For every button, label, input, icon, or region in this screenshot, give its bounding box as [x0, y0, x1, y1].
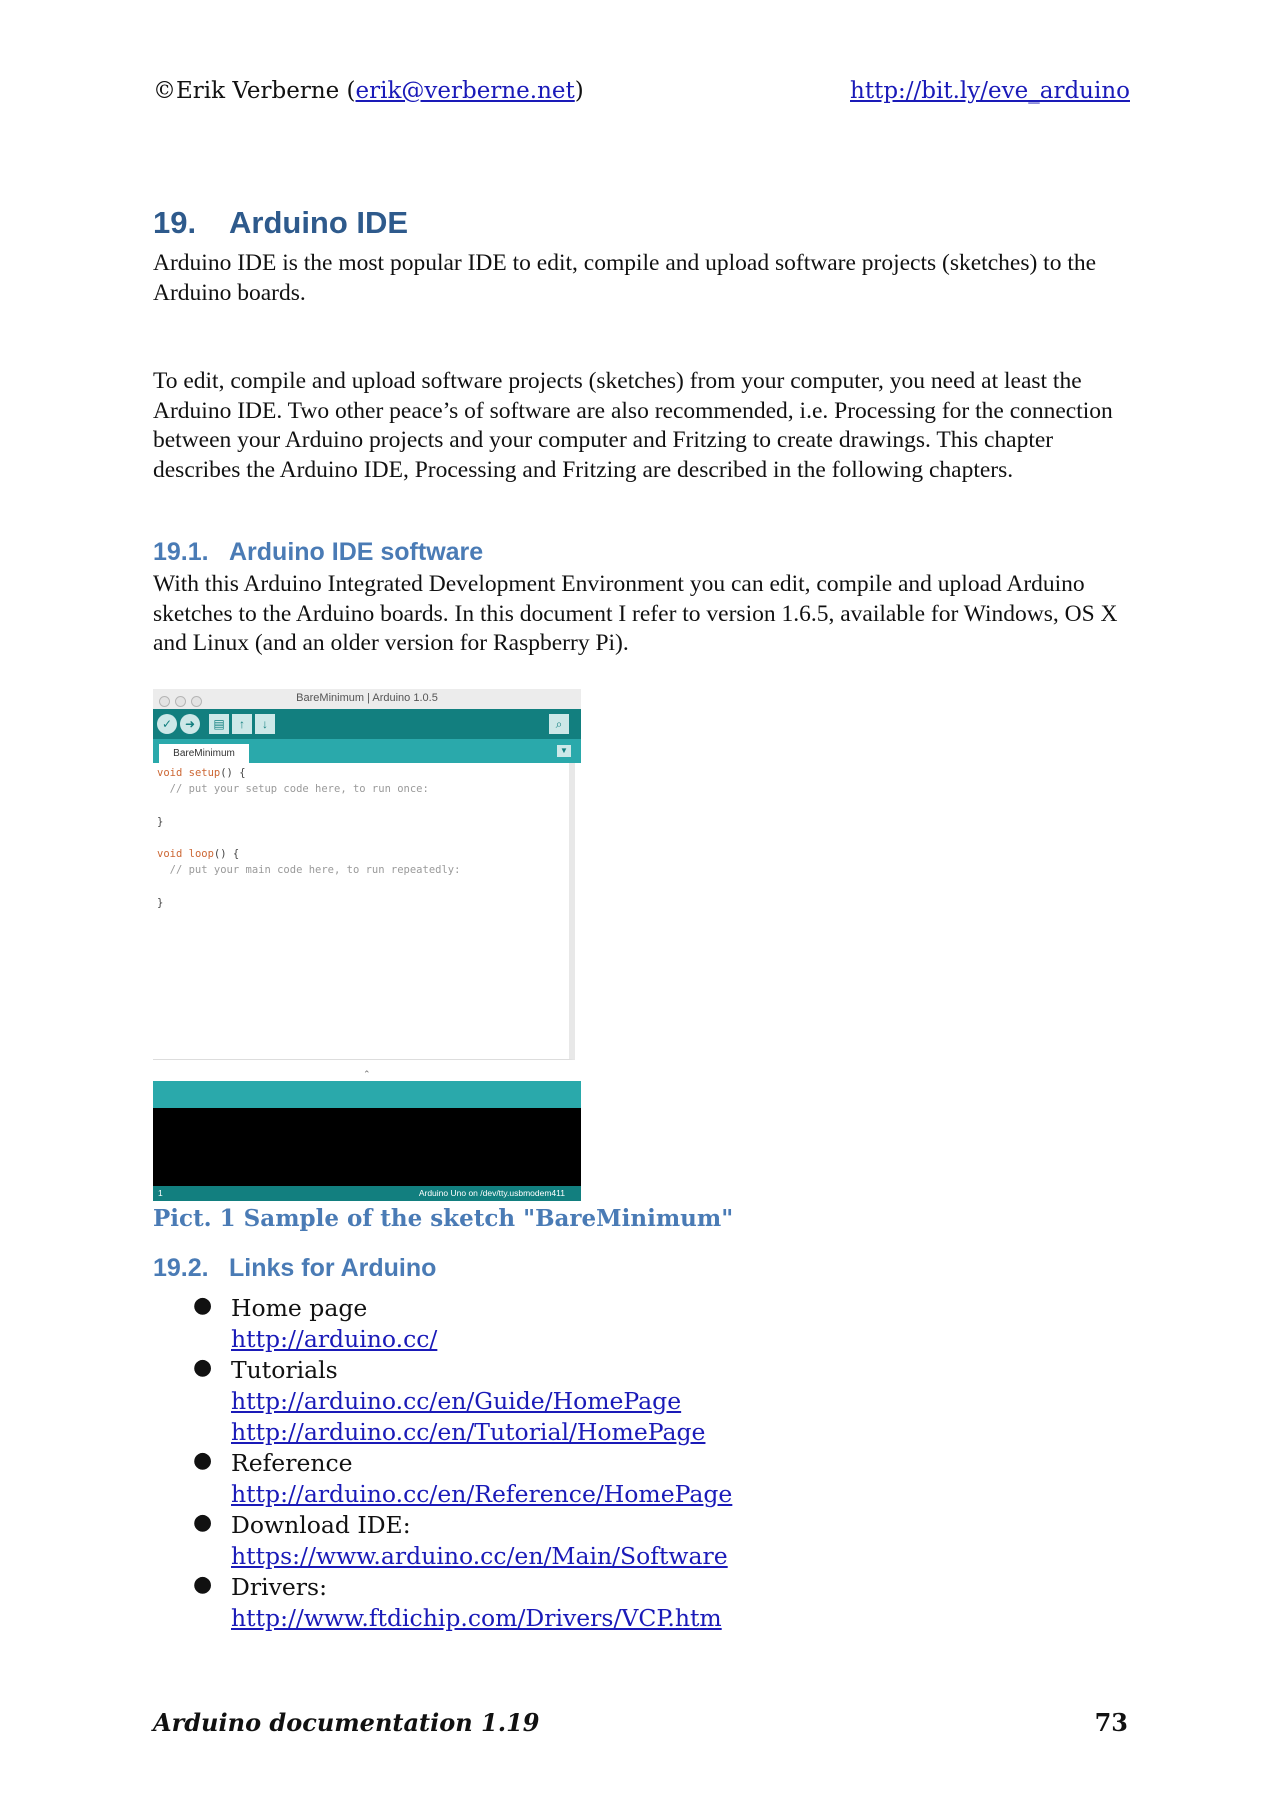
- list-item: [153, 1572, 1053, 1634]
- footer-page-number: 73: [1094, 1708, 1128, 1737]
- chapter-body: To edit, compile and upload software projects (sketches) from your computer, you need at least the Arduino IDE. Two other peace’s of software are also recommended, i.e. Processing for the connection between your Arduino projects and your computer and Fritzing to create drawings. This chapter describes the Arduino IDE, Processing and Fritzing are described in the following chapters.: [153, 368, 1113, 483]
- bullet-icon: ●: [193, 1293, 213, 1318]
- chapter-intro: Arduino IDE is the most popular IDE to edit, compile and upload software projects (sketches) to the Arduino boards.: [153, 250, 1097, 306]
- line-number: 1: [158, 1188, 163, 1198]
- code-comment: // put your setup code here, to run once:: [157, 783, 429, 796]
- section-number-2: 19.2.: [153, 1254, 209, 1282]
- code-function: setup: [188, 767, 221, 779]
- list-item-link[interactable]: http://arduino.cc/en/Reference/HomePage: [231, 1480, 733, 1508]
- code-text: }: [157, 815, 164, 828]
- list-item: [153, 1448, 1053, 1510]
- chapter-heading: [153, 205, 408, 241]
- ide-console: [153, 1108, 581, 1186]
- list-item-link[interactable]: http://www.ftdichip.com/Drivers/VCP.htm: [231, 1604, 722, 1632]
- author-line: [153, 78, 584, 104]
- ide-tabbar: [153, 739, 581, 763]
- sketch-tab: BareMinimum: [159, 744, 249, 763]
- arduino-ide-screenshot: [153, 689, 581, 1201]
- ide-titlebar: [153, 689, 581, 710]
- code-comment: // put your main code here, to run repeatedly:: [157, 864, 461, 877]
- chapter-number: 19.: [153, 205, 197, 240]
- list-item-link[interactable]: http://arduino.cc/en/Guide/HomePage: [231, 1387, 682, 1415]
- header-url: [850, 78, 1130, 104]
- serial-monitor-icon: ⌕: [549, 714, 569, 734]
- list-item: [153, 1293, 1053, 1355]
- links-list: [153, 1293, 1053, 1634]
- sketch-code: [157, 765, 460, 911]
- code-keyword: void: [157, 848, 183, 861]
- code-keyword: void: [157, 767, 183, 779]
- save-icon: ↓: [255, 714, 275, 734]
- list-item-link[interactable]: http://arduino.cc/: [231, 1325, 438, 1353]
- code-text: () {: [220, 767, 246, 779]
- bullet-icon: ●: [193, 1572, 213, 1597]
- code-function: loop: [188, 848, 214, 861]
- new-file-icon: ▤: [209, 714, 229, 734]
- page-header: [153, 78, 1130, 108]
- open-icon: ↑: [232, 714, 252, 734]
- list-item-link[interactable]: https://www.arduino.cc/en/Main/Software: [231, 1542, 728, 1570]
- list-item-label: Download IDE:: [231, 1511, 411, 1539]
- section-heading-1: [153, 538, 483, 567]
- list-item-label: Tutorials: [231, 1356, 338, 1384]
- section-number-1: 19.1.: [153, 538, 209, 566]
- list-item: [153, 1510, 1053, 1572]
- header-url-link[interactable]: http://bit.ly/eve_arduino: [850, 78, 1130, 104]
- section-heading-2: [153, 1254, 436, 1283]
- author-email-link[interactable]: erik@verberne.net: [355, 78, 575, 104]
- list-item-label: Reference: [231, 1449, 353, 1477]
- ide-status-band: [153, 1081, 581, 1108]
- figure-caption: Pict. 1 Sample of the sketch "BareMinimum": [153, 1205, 734, 1232]
- splitter-icon: ⌃: [363, 1069, 371, 1079]
- verify-icon: ✓: [157, 714, 177, 734]
- chapter-title: Arduino IDE: [229, 205, 409, 240]
- list-item: [153, 1355, 1053, 1448]
- tab-menu-icon: ▼: [557, 745, 571, 757]
- section-title-2: Links for Arduino: [229, 1254, 437, 1282]
- ide-footer: [153, 1186, 581, 1201]
- code-editor: [153, 763, 575, 1060]
- author-suffix: ): [574, 78, 584, 104]
- list-item-label: Drivers:: [231, 1573, 327, 1601]
- pane-divider: [153, 1071, 581, 1081]
- list-item-link[interactable]: http://arduino.cc/en/Tutorial/HomePage: [231, 1418, 706, 1446]
- section-body-1: With this Arduino Integrated Development Environment you can edit, compile and upload Arduino sketches to the Arduino boards. In this document I refer to version 1.6.5, available for Windows, OS X and Linux (and an older version for Raspberry Pi).: [153, 571, 1118, 656]
- ide-toolbar: [153, 709, 581, 739]
- bullet-icon: ●: [193, 1355, 213, 1380]
- ide-window-title: BareMinimum | Arduino 1.0.5: [296, 692, 438, 704]
- bullet-icon: ●: [193, 1448, 213, 1473]
- board-status: Arduino Uno on /dev/tty.usbmodem411: [418, 1188, 565, 1198]
- code-text: () {: [213, 848, 240, 861]
- bullet-icon: ●: [193, 1510, 213, 1535]
- list-item-label: Home page: [231, 1294, 368, 1322]
- author-prefix: ©Erik Verberne (: [153, 78, 356, 104]
- upload-icon: ➜: [180, 714, 200, 734]
- footer-doc-title: Arduino documentation 1.19: [153, 1708, 540, 1737]
- code-text: }: [157, 896, 164, 909]
- section-title-1: Arduino IDE software: [229, 538, 484, 566]
